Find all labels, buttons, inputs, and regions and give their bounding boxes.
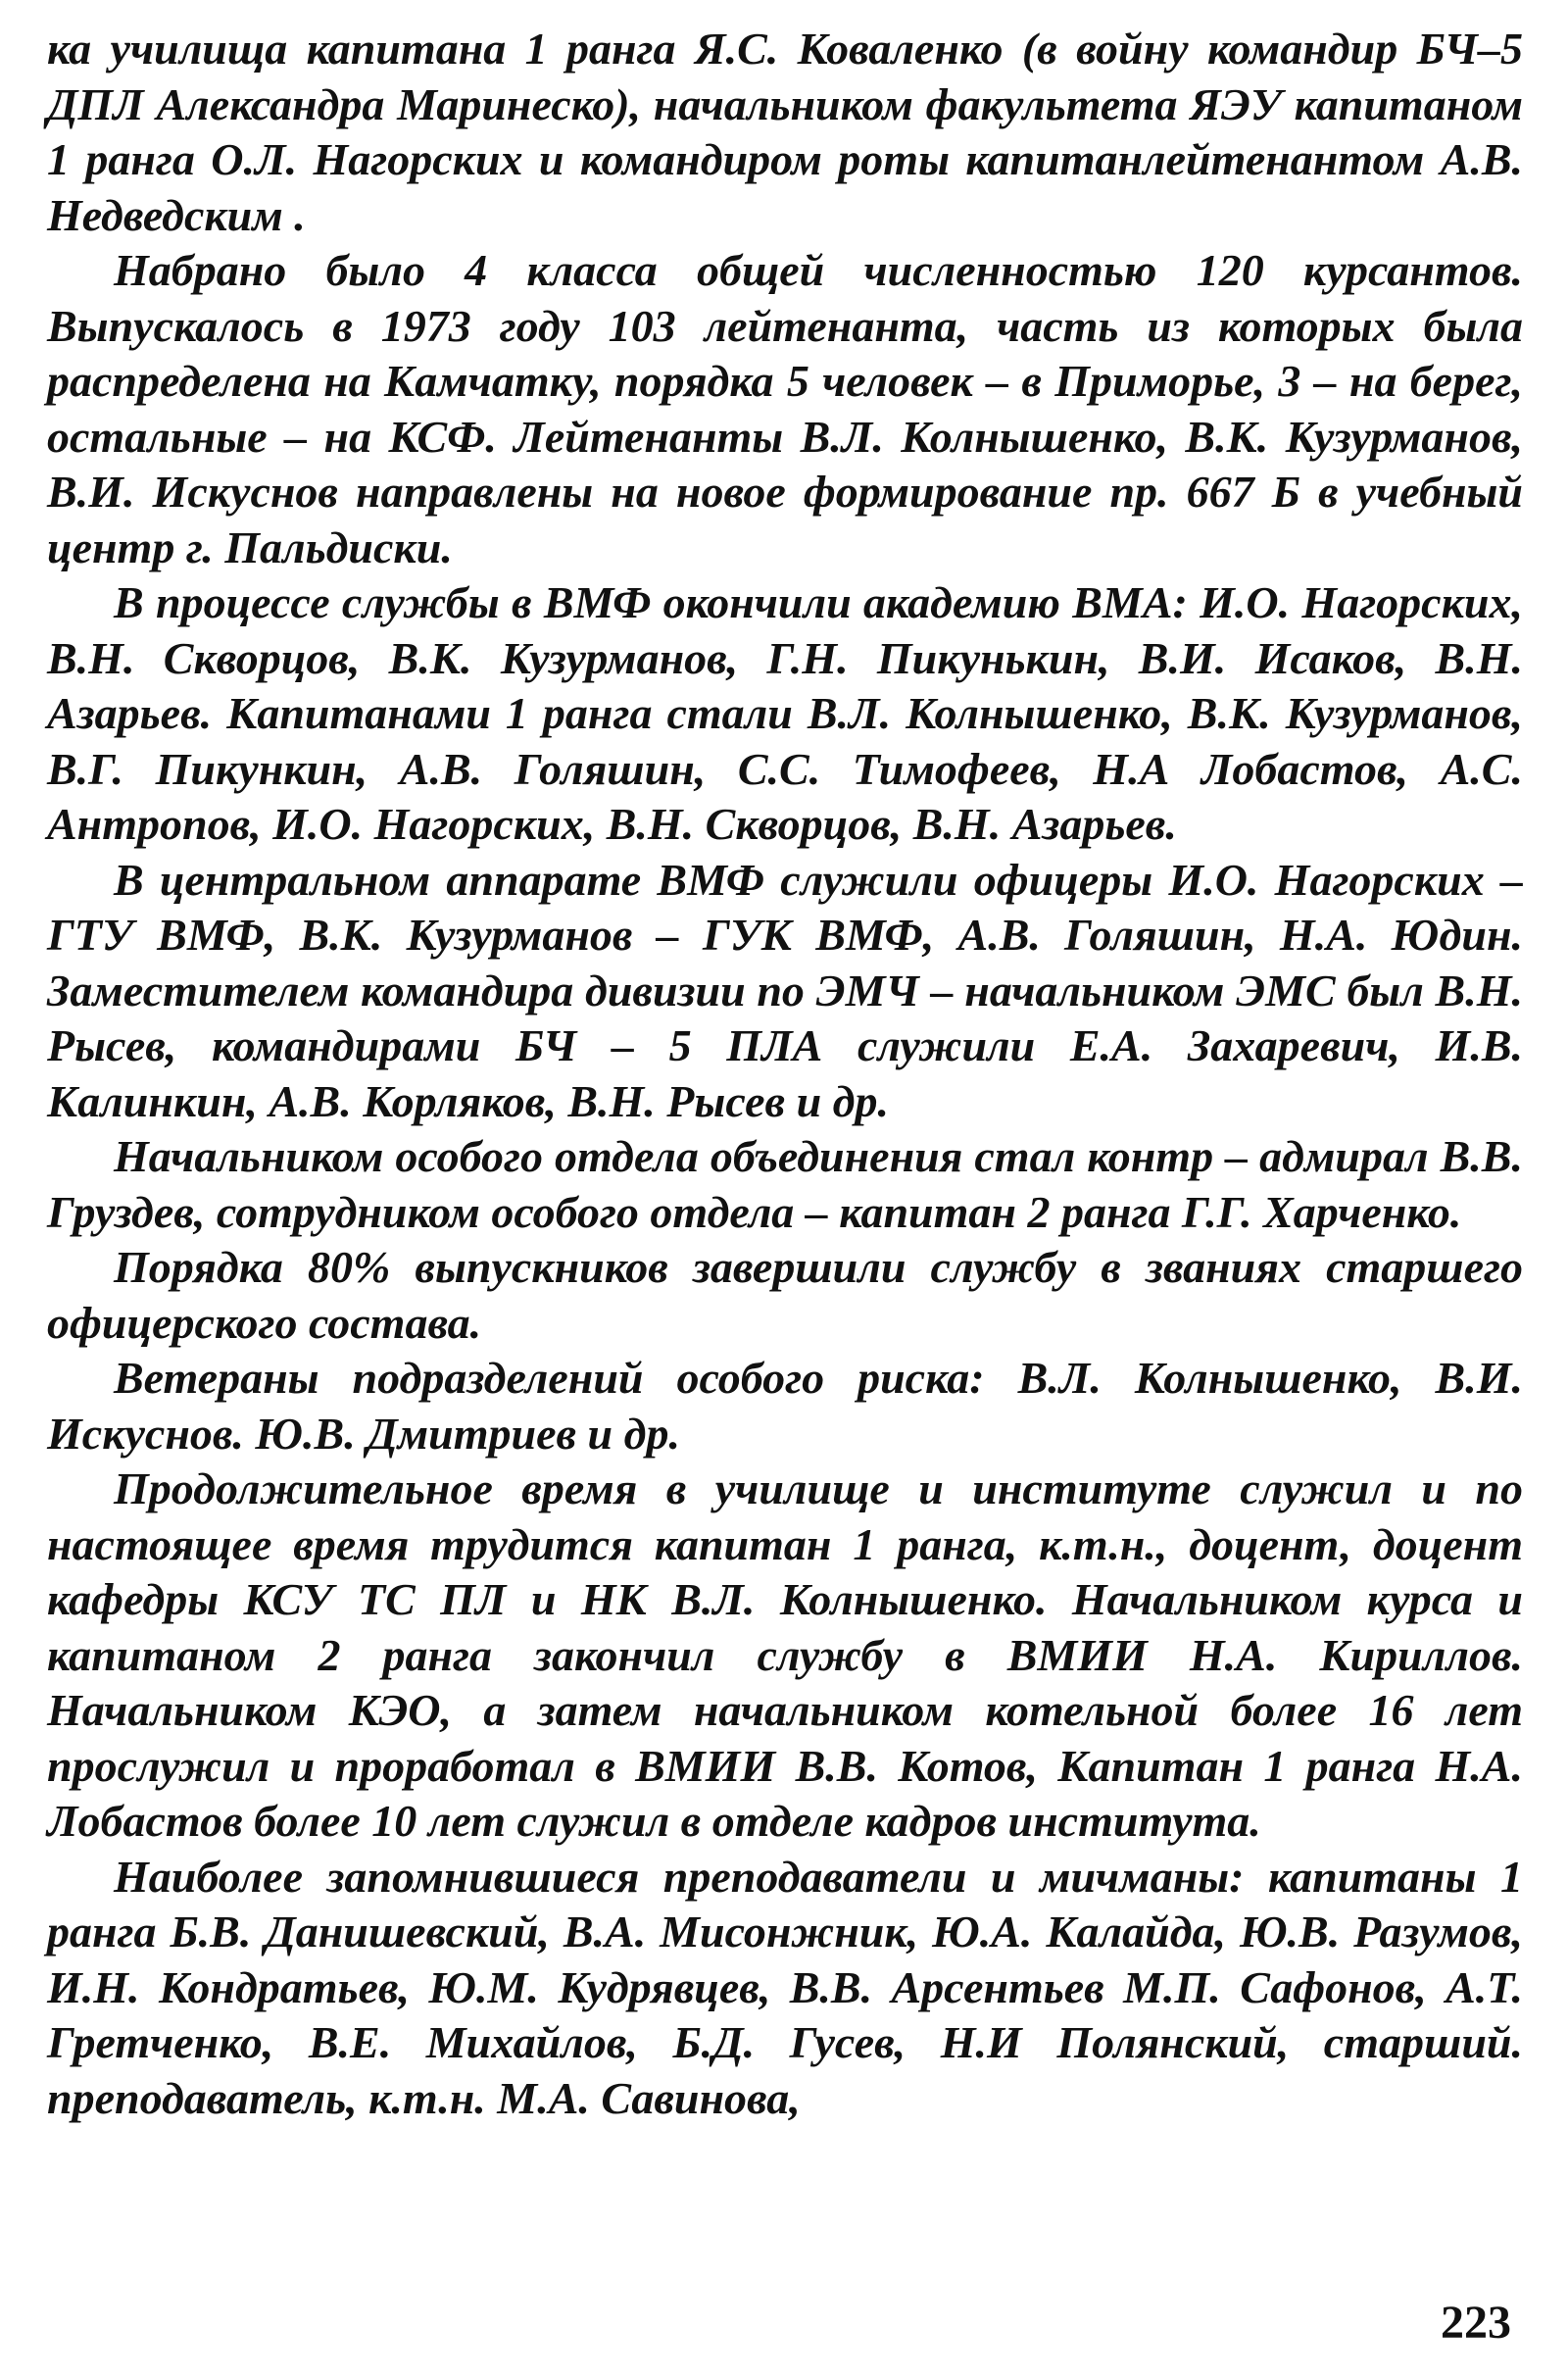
paragraph-academy: В процессе службы в ВМФ окончили академию ВМА: И.О. Нагорских, В.Н. Скворцов, В.К. Кузурманов, Г.Н. Пикунькин, В.И. Исаков, В.Н. Азарьев. Капитанами 1 ранга стали В.Л. Колнышенко, В.К. Кузурманов, В.Г. Пикункин, А.В. Голяшин, С.С. Тимофеев, Н.А Лобастов, А.С. Антропов, И.О. Нагорских, В.Н. Скворцов, В.Н. Азарьев. bbox=[47, 577, 1523, 849]
paragraph-teachers: Наиболее запомнившиеся преподаватели и мичманы: капитаны 1 ранга Б.В. Данишевский, В.А. Мисонжник, Ю.А. Калайда, Ю.В. Разумов, И.Н. Кондратьев, Ю.М. Кудрявцев, В.В. Арсентьев М.П. Сафонов, А.Т. Гретченко, В.Е. Михайлов, Б.Д. Гусев, Н.И Полянский, старший. преподаватель, к.т.н. М.А. Савинова, bbox=[47, 1851, 1523, 2123]
paragraph-veterans: Ветераны подразделений особого риска: В.Л. Колнышенко, В.И. Искуснов. Ю.В. Дмитриев и др. bbox=[47, 1353, 1523, 1459]
paragraph-institute-service: Продолжительное время в училище и институте служил и по настоящее время трудится капитан 1 ранга, к.т.н., доцент, доцент кафедры КСУ ТС ПЛ и НК В.Л. Колнышенко. Начальником курса и капитаном 2 ранга закончил службу в ВМИИ Н.А. Кириллов. Начальником КЭО, а затем начальником котельной более 16 лет прослужил и проработал в ВМИИ В.В. Котов, Капитан 1 ранга Н.А. Лобастов более 10 лет служил в отделе кадров института. bbox=[47, 1463, 1523, 1846]
document-page bbox=[47, 22, 1523, 2354]
paragraph-senior-officers: Порядка 80% выпускников завершили службу в званиях старшего офицерского состава. bbox=[47, 1242, 1523, 1348]
paragraph-special-department: Начальником особого отдела объединения стал контр – адмирал В.В. Груздев, сотрудником особого отдела – капитан 2 ранга Г.Г. Харченко. bbox=[47, 1131, 1523, 1237]
paragraph-continuation: ка училища капитана 1 ранга Я.С. Коваленко (в войну командир БЧ–5 ДПЛ Александра Маринеско), начальником факультета ЯЭУ капитаном 1 ранга О.Л. Нагорских и командиром роты капитанлейтенантом А.В. Недведским . bbox=[47, 24, 1523, 240]
paragraph-enrollment: Набрано было 4 класса общей численностью 120 курсантов. Выпускалось в 1973 году 103 лейтенанта, часть из которых была распределена на Камчатку, порядка 5 человек – в Приморье, 3 – на берег, остальные – на КСФ. Лейтенанты В.Л. Колнышенко, В.К. Кузурманов, В.И. Искуснов направлены на новое формирование пр. 667 Б в учебный центр г. Пальдиски. bbox=[47, 245, 1523, 572]
page-number: 223 bbox=[1441, 2297, 1511, 2349]
paragraph-central-apparatus: В центральном аппарате ВМФ служили офицеры И.О. Нагорских – ГТУ ВМФ, В.К. Кузурманов – ГУК ВМФ, А.В. Голяшин, Н.А. Юдин. Заместителем командира дивизии по ЭМЧ – начальником ЭМС был В.Н. Рысев, командирами БЧ – 5 ПЛА служили Е.А. Захаревич, И.В. Калинкин, А.В. Корляков, В.Н. Рысев и др. bbox=[47, 854, 1523, 1126]
